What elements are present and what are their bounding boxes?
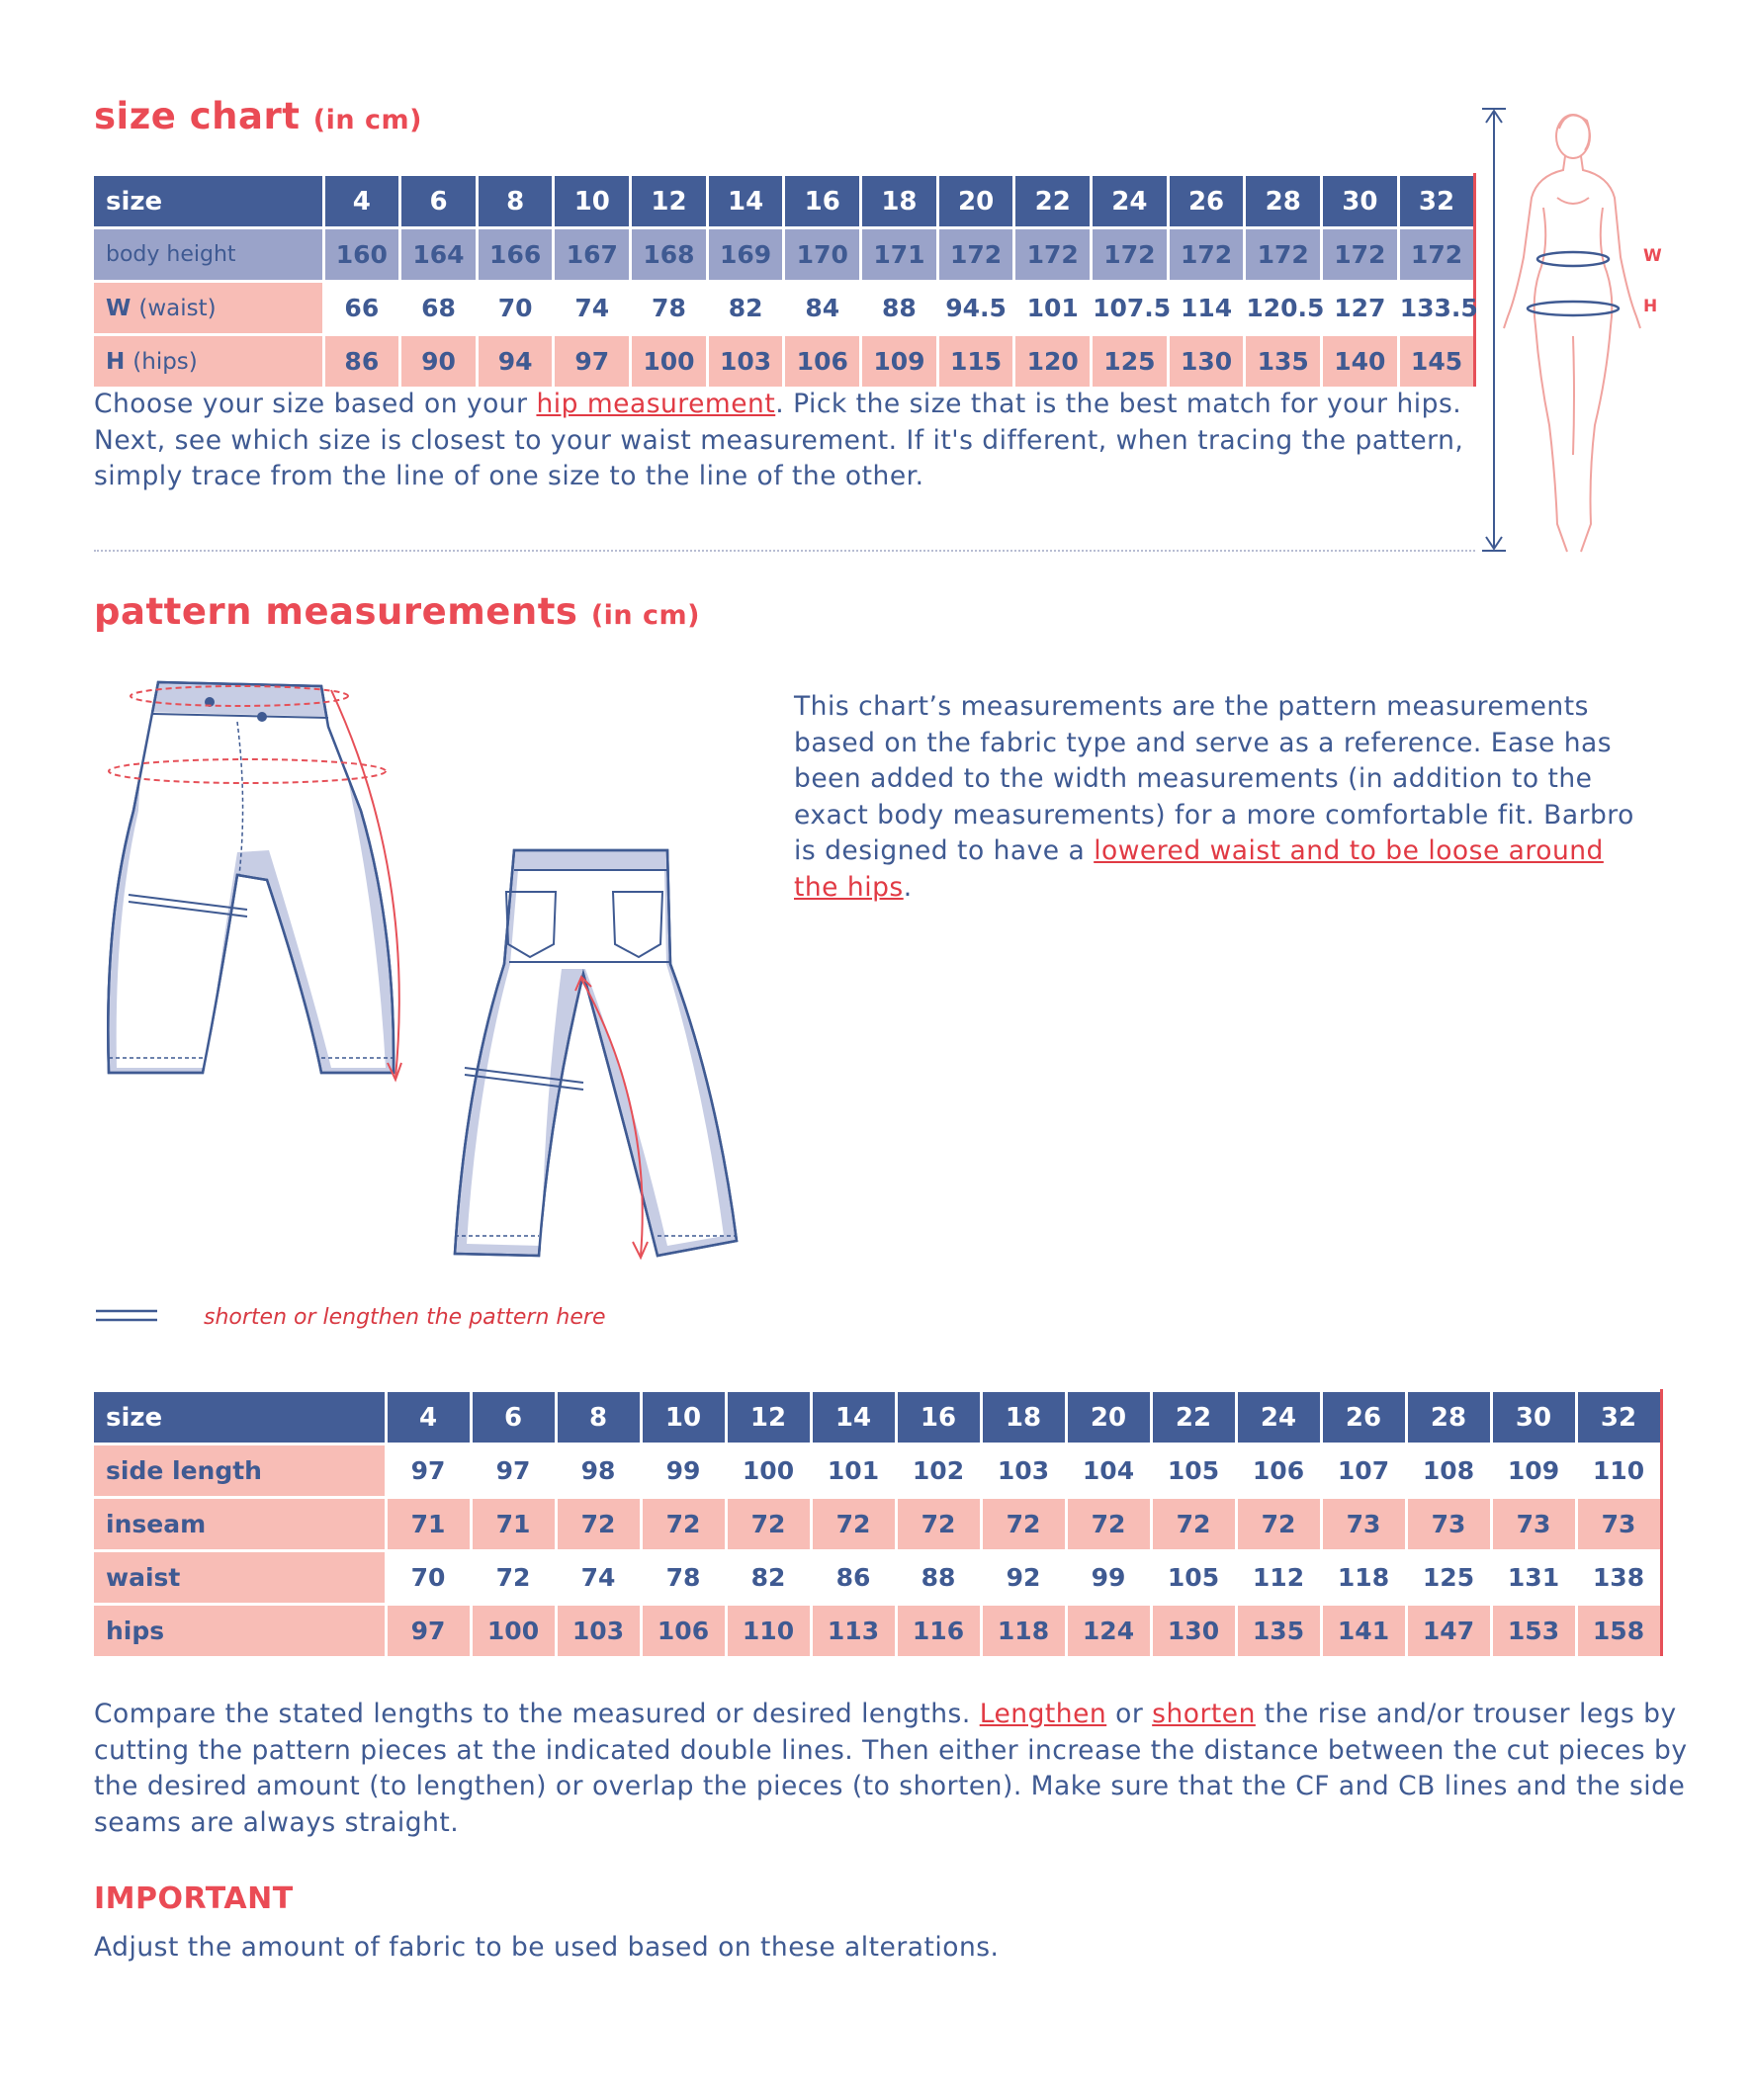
size-cell: 28: [1245, 175, 1322, 228]
pattern-measurements-heading: [94, 590, 700, 633]
size-cell: 12: [726, 1391, 811, 1444]
text-span: or: [1106, 1699, 1153, 1729]
size-cell: 6: [471, 1391, 556, 1444]
value-cell: 73: [1491, 1498, 1576, 1551]
text-span: .: [903, 871, 913, 903]
pattern-title: pattern measurements: [94, 590, 578, 633]
important-text: Adjust the amount of fabric to be used based on these alterations.: [94, 1932, 1000, 1963]
value-cell: 109: [861, 335, 938, 388]
value-cell: 135: [1245, 335, 1322, 388]
value-cell: 116: [896, 1605, 981, 1657]
value-cell: 72: [641, 1498, 726, 1551]
value-cell: 103: [707, 335, 784, 388]
size-cell: 26: [1321, 1391, 1406, 1444]
value-cell: 110: [726, 1605, 811, 1657]
value-cell: 114: [1168, 282, 1245, 335]
waist-row: [94, 1551, 1661, 1605]
size-cell: 18: [861, 175, 938, 228]
value-cell: 171: [861, 228, 938, 282]
value-cell: 105: [1151, 1551, 1236, 1605]
value-cell: 97: [554, 335, 631, 388]
section-divider: [94, 550, 1475, 552]
size-cell: 16: [896, 1391, 981, 1444]
size-cell: 6: [400, 175, 478, 228]
value-cell: 99: [1066, 1551, 1151, 1605]
value-cell: 141: [1321, 1605, 1406, 1657]
pattern-measurements-table: [94, 1389, 1663, 1656]
value-cell: 135: [1236, 1605, 1321, 1657]
instructions-line: Next, see which size is closest to your waist measurement. If it's different, when tracing the pattern,: [94, 424, 1464, 456]
value-cell: 100: [471, 1605, 556, 1657]
value-cell: 72: [1236, 1498, 1321, 1551]
size-cell: 10: [641, 1391, 726, 1444]
size-cell: 8: [477, 175, 554, 228]
body-height-row: [94, 228, 1475, 282]
inseam-row: [94, 1498, 1661, 1551]
value-cell: 66: [323, 282, 400, 335]
description-line: This chart’s measurements are the pattern measurements: [794, 691, 1589, 722]
value-cell: 112: [1236, 1551, 1321, 1605]
size-cell: 10: [554, 175, 631, 228]
value-cell: 72: [896, 1498, 981, 1551]
hips-row: [94, 1605, 1661, 1657]
size-cell: 18: [981, 1391, 1066, 1444]
size-cell: 30: [1322, 175, 1399, 228]
size-cell: 14: [707, 175, 784, 228]
description-line: [794, 833, 1634, 870]
value-cell: 131: [1491, 1551, 1576, 1605]
value-cell: 109: [1491, 1444, 1576, 1498]
value-cell: 78: [631, 282, 708, 335]
value-cell: 88: [896, 1551, 981, 1605]
size-cell: 12: [631, 175, 708, 228]
value-cell: 147: [1406, 1605, 1491, 1657]
size-cell: 20: [937, 175, 1014, 228]
value-cell: 82: [726, 1551, 811, 1605]
value-cell: 72: [556, 1498, 641, 1551]
pattern-header-row: [94, 1391, 1661, 1444]
size-chart-unit: (in cm): [312, 105, 422, 135]
size-cell: 8: [556, 1391, 641, 1444]
size-header-label: size: [94, 175, 323, 228]
value-cell: 82: [707, 282, 784, 335]
value-cell: 158: [1576, 1605, 1661, 1657]
size-chart-heading: [94, 95, 422, 137]
value-cell: 72: [471, 1551, 556, 1605]
value-cell: 166: [477, 228, 554, 282]
description-line: based on the fabric type and serve as a reference. Ease has: [794, 727, 1613, 758]
value-cell: 118: [981, 1605, 1066, 1657]
size-cell: 24: [1092, 175, 1169, 228]
value-cell: 72: [1066, 1498, 1151, 1551]
size-cell: 32: [1576, 1391, 1661, 1444]
value-cell: 72: [726, 1498, 811, 1551]
size-chart-header-row: [94, 175, 1475, 228]
value-cell: 113: [811, 1605, 896, 1657]
description-line: exact body measurements) for a more comfortable fit. Barbro: [794, 799, 1634, 831]
lengthen-link[interactable]: Lengthen: [979, 1699, 1107, 1729]
value-cell: 68: [400, 282, 478, 335]
value-cell: 172: [1092, 228, 1169, 282]
side-length-row: [94, 1444, 1661, 1498]
waist-marker-label: W: [1643, 246, 1662, 266]
value-cell: 73: [1406, 1498, 1491, 1551]
value-cell: 107.5: [1092, 282, 1169, 335]
size-cell: 16: [784, 175, 861, 228]
value-cell: 172: [1245, 228, 1322, 282]
value-cell: 172: [1398, 228, 1475, 282]
size-cell: 32: [1398, 175, 1475, 228]
value-cell: 145: [1398, 335, 1475, 388]
instructions-line: simply trace from the line of one size to the line of the other.: [94, 461, 924, 491]
value-cell: 103: [556, 1605, 641, 1657]
text-span: is designed to have a: [794, 835, 1095, 866]
description-line: [794, 870, 1634, 907]
compare-line: seams are always straight.: [94, 1806, 460, 1838]
value-cell: 94.5: [937, 282, 1014, 335]
text-span: Compare the stated lengths to the measured or desired lengths.: [94, 1699, 980, 1729]
value-cell: 169: [707, 228, 784, 282]
size-header-label: size: [94, 1391, 386, 1444]
row-label: [94, 335, 323, 388]
lowered-waist-link[interactable]: lowered waist and to be loose around: [1094, 835, 1604, 866]
row-label: waist: [94, 1551, 386, 1605]
double-line-legend-icon: [94, 1307, 159, 1327]
value-cell: 125: [1406, 1551, 1491, 1605]
value-cell: 100: [631, 335, 708, 388]
value-cell: 71: [386, 1498, 471, 1551]
value-cell: 74: [556, 1551, 641, 1605]
value-cell: 104: [1066, 1444, 1151, 1498]
value-cell: 88: [861, 282, 938, 335]
value-cell: 138: [1576, 1551, 1661, 1605]
size-chart-title: size chart: [94, 95, 301, 137]
value-cell: 73: [1576, 1498, 1661, 1551]
pattern-description: [794, 689, 1634, 906]
row-label-light: (waist): [138, 295, 217, 321]
value-cell: 74: [554, 282, 631, 335]
row-label: hips: [94, 1605, 386, 1657]
compare-line: the desired amount (to lengthen) or overlap the pieces (to shorten). Make sure that the CF and CB lines and the side: [94, 1771, 1686, 1801]
row-label-light: (hips): [132, 348, 198, 375]
size-cell: 20: [1066, 1391, 1151, 1444]
value-cell: 73: [1321, 1498, 1406, 1551]
value-cell: 70: [477, 282, 554, 335]
size-cell: 30: [1491, 1391, 1576, 1444]
value-cell: 72: [811, 1498, 896, 1551]
height-arrow-icon: [1482, 109, 1506, 551]
row-label-bold: W: [106, 295, 132, 321]
hips-row: [94, 335, 1475, 388]
value-cell: 133.5: [1398, 282, 1475, 335]
important-heading: IMPORTANT: [94, 1881, 294, 1916]
value-cell: 92: [981, 1551, 1066, 1605]
size-cell: 22: [1014, 175, 1092, 228]
value-cell: 153: [1491, 1605, 1576, 1657]
value-cell: 103: [981, 1444, 1066, 1498]
value-cell: 172: [1322, 228, 1399, 282]
size-cell: 28: [1406, 1391, 1491, 1444]
row-label-bold: H: [106, 348, 126, 375]
waist-row: [94, 282, 1475, 335]
value-cell: 101: [811, 1444, 896, 1498]
value-cell: 107: [1321, 1444, 1406, 1498]
size-cell: 22: [1151, 1391, 1236, 1444]
row-label: body height: [94, 228, 323, 282]
value-cell: 115: [937, 335, 1014, 388]
value-cell: 124: [1066, 1605, 1151, 1657]
instructions-line: [94, 387, 1463, 423]
value-cell: 94: [477, 335, 554, 388]
value-cell: 130: [1168, 335, 1245, 388]
description-line: been added to the width measurements (in addition to the: [794, 763, 1593, 794]
value-cell: 172: [1014, 228, 1092, 282]
body-figure-illustration: [1478, 99, 1696, 564]
text-span: . Pick the size that is the best match for your hips.: [775, 389, 1462, 419]
value-cell: 86: [323, 335, 400, 388]
value-cell: 118: [1321, 1551, 1406, 1605]
value-cell: 106: [641, 1605, 726, 1657]
pattern-unit: (in cm): [590, 600, 701, 631]
value-cell: 72: [981, 1498, 1066, 1551]
value-cell: 172: [1168, 228, 1245, 282]
compare-line: [94, 1697, 1688, 1733]
value-cell: 170: [784, 228, 861, 282]
value-cell: 84: [784, 282, 861, 335]
hips-marker-label: H: [1643, 297, 1658, 316]
value-cell: 90: [400, 335, 478, 388]
value-cell: 72: [1151, 1498, 1236, 1551]
value-cell: 98: [556, 1444, 641, 1498]
value-cell: 160: [323, 228, 400, 282]
compare-line: cutting the pattern pieces at the indicated double lines. Then either increase the distance between the cut pieces by: [94, 1734, 1688, 1766]
value-cell: 86: [811, 1551, 896, 1605]
value-cell: 164: [400, 228, 478, 282]
value-cell: 100: [726, 1444, 811, 1498]
value-cell: 140: [1322, 335, 1399, 388]
hip-line-icon: [1528, 302, 1619, 315]
value-cell: 106: [784, 335, 861, 388]
legend-note: shorten or lengthen the pattern here: [204, 1305, 606, 1330]
hips-link[interactable]: the hips: [794, 871, 904, 903]
compare-instructions: [94, 1697, 1688, 1841]
value-cell: 71: [471, 1498, 556, 1551]
value-cell: 97: [386, 1444, 471, 1498]
value-cell: 120.5: [1245, 282, 1322, 335]
size-cell: 14: [811, 1391, 896, 1444]
front-trousers-illustration: [99, 672, 425, 1107]
value-cell: 110: [1576, 1444, 1661, 1498]
size-cell: 4: [323, 175, 400, 228]
size-cell: 4: [386, 1391, 471, 1444]
size-cell: 26: [1168, 175, 1245, 228]
size-chart-instructions: [94, 387, 1463, 495]
value-cell: 125: [1092, 335, 1169, 388]
value-cell: 70: [386, 1551, 471, 1605]
text-span: Choose your size based on your: [94, 389, 537, 419]
size-cell: 24: [1236, 1391, 1321, 1444]
shorten-link[interactable]: shorten: [1152, 1699, 1256, 1729]
row-label: [94, 282, 323, 335]
value-cell: 78: [641, 1551, 726, 1605]
body-outline-icon: [1504, 115, 1640, 552]
value-cell: 106: [1236, 1444, 1321, 1498]
value-cell: 97: [386, 1605, 471, 1657]
value-cell: 130: [1151, 1605, 1236, 1657]
value-cell: 105: [1151, 1444, 1236, 1498]
row-label: inseam: [94, 1498, 386, 1551]
value-cell: 101: [1014, 282, 1092, 335]
hip-measurement-link[interactable]: hip measurement: [536, 389, 776, 419]
size-chart-table: [94, 173, 1476, 387]
value-cell: 108: [1406, 1444, 1491, 1498]
value-cell: 172: [937, 228, 1014, 282]
value-cell: 167: [554, 228, 631, 282]
value-cell: 102: [896, 1444, 981, 1498]
value-cell: 99: [641, 1444, 726, 1498]
value-cell: 127: [1322, 282, 1399, 335]
value-cell: 120: [1014, 335, 1092, 388]
value-cell: 97: [471, 1444, 556, 1498]
row-label: side length: [94, 1444, 386, 1498]
waist-line-icon: [1537, 252, 1609, 266]
text-span: the rise and/or trouser legs by: [1255, 1699, 1677, 1729]
back-trousers-illustration: [445, 840, 742, 1266]
value-cell: 168: [631, 228, 708, 282]
